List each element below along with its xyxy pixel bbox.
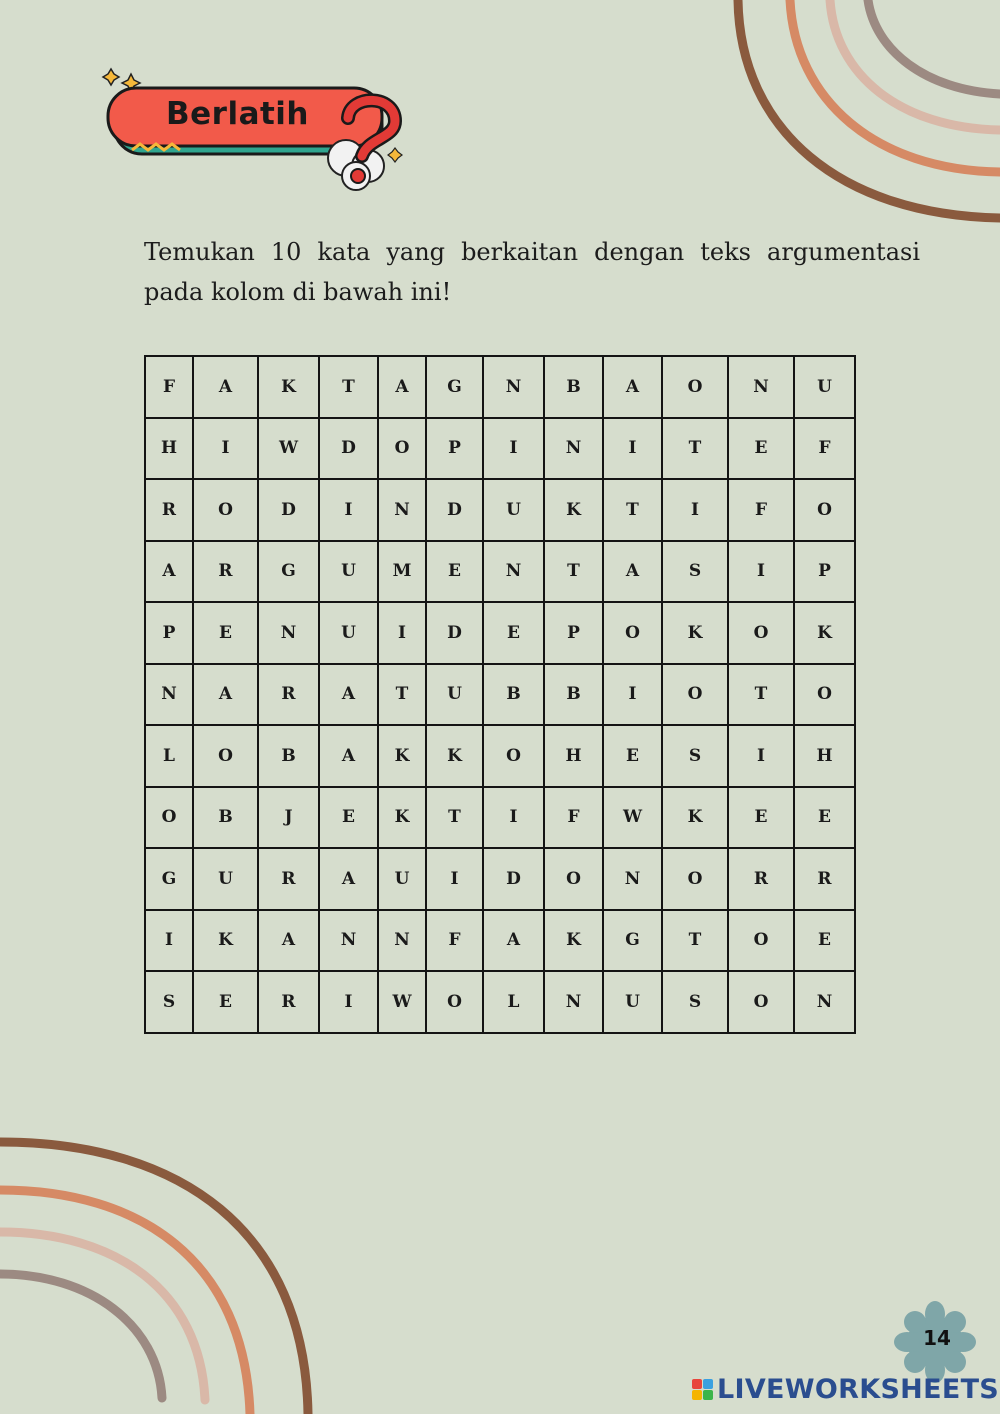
grid-cell[interactable]: N — [258, 602, 319, 664]
grid-cell[interactable]: D — [258, 479, 319, 541]
grid-cell[interactable]: K — [662, 787, 728, 849]
grid-cell[interactable]: B — [193, 787, 258, 849]
grid-cell[interactable]: A — [319, 725, 378, 787]
grid-cell[interactable]: E — [319, 787, 378, 849]
grid-cell[interactable]: O — [603, 602, 662, 664]
grid-cell[interactable]: R — [258, 971, 319, 1033]
grid-cell[interactable]: O — [728, 910, 794, 972]
decorative-arcs-top-right — [700, 0, 1000, 240]
grid-cell[interactable]: S — [662, 541, 728, 603]
grid-cell[interactable]: E — [794, 910, 855, 972]
grid-row — [145, 541, 855, 603]
grid-cell[interactable]: O — [662, 848, 728, 910]
grid-cell[interactable]: K — [544, 479, 603, 541]
grid-cell[interactable]: P — [145, 602, 193, 664]
grid-cell[interactable]: R — [728, 848, 794, 910]
grid-cell[interactable]: U — [378, 848, 426, 910]
grid-row — [145, 356, 855, 418]
grid-cell[interactable]: B — [544, 664, 603, 726]
grid-cell[interactable]: M — [378, 541, 426, 603]
grid-cell[interactable]: N — [544, 418, 603, 480]
grid-cell[interactable]: T — [544, 541, 603, 603]
grid-cell[interactable]: P — [426, 418, 483, 480]
grid-cell[interactable]: U — [794, 356, 855, 418]
grid-cell[interactable]: E — [193, 971, 258, 1033]
grid-cell[interactable]: A — [258, 910, 319, 972]
grid-cell[interactable]: D — [483, 848, 544, 910]
grid-cell[interactable]: S — [662, 971, 728, 1033]
grid-cell[interactable]: I — [662, 479, 728, 541]
grid-cell[interactable]: K — [378, 725, 426, 787]
grid-cell[interactable]: G — [145, 848, 193, 910]
page-number: 14 — [923, 1326, 951, 1350]
grid-cell[interactable]: O — [426, 971, 483, 1033]
grid-cell[interactable]: B — [544, 356, 603, 418]
grid-row — [145, 418, 855, 480]
grid-cell[interactable]: H — [145, 418, 193, 480]
grid-cell[interactable]: K — [662, 602, 728, 664]
grid-cell[interactable]: A — [319, 848, 378, 910]
grid-cell[interactable]: N — [544, 971, 603, 1033]
grid-cell[interactable]: H — [544, 725, 603, 787]
grid-cell[interactable]: T — [662, 910, 728, 972]
grid-cell[interactable]: G — [258, 541, 319, 603]
grid-row — [145, 848, 855, 910]
grid-cell[interactable]: D — [426, 602, 483, 664]
grid-row — [145, 602, 855, 664]
grid-cell[interactable]: E — [794, 787, 855, 849]
grid-cell[interactable]: A — [193, 664, 258, 726]
grid-cell[interactable]: N — [378, 910, 426, 972]
grid-row — [145, 910, 855, 972]
decorative-arcs-bottom-left — [0, 1120, 330, 1414]
grid-cell[interactable]: U — [603, 971, 662, 1033]
grid-cell[interactable]: O — [544, 848, 603, 910]
grid-row — [145, 725, 855, 787]
grid-cell[interactable]: N — [378, 479, 426, 541]
grid-cell[interactable]: R — [145, 479, 193, 541]
grid-cell[interactable]: K — [426, 725, 483, 787]
grid-cell[interactable]: J — [258, 787, 319, 849]
page-title: Berlatih — [166, 96, 310, 132]
grid-cell[interactable]: A — [378, 356, 426, 418]
grid-cell[interactable]: O — [662, 356, 728, 418]
word-search-grid — [144, 355, 856, 1034]
grid-cell[interactable]: F — [544, 787, 603, 849]
grid-cell[interactable]: N — [794, 971, 855, 1033]
grid-cell[interactable]: K — [193, 910, 258, 972]
grid-cell[interactable]: S — [145, 971, 193, 1033]
grid-cell[interactable]: N — [145, 664, 193, 726]
grid-cell[interactable]: O — [794, 664, 855, 726]
grid-cell[interactable]: N — [483, 541, 544, 603]
grid-cell[interactable]: K — [258, 356, 319, 418]
grid-cell[interactable]: K — [794, 602, 855, 664]
grid-cell[interactable]: N — [603, 848, 662, 910]
grid-cell[interactable]: E — [603, 725, 662, 787]
grid-cell[interactable]: I — [426, 848, 483, 910]
grid-cell[interactable]: U — [319, 541, 378, 603]
grid-cell[interactable]: N — [483, 356, 544, 418]
grid-cell[interactable]: U — [193, 848, 258, 910]
grid-cell[interactable]: I — [728, 725, 794, 787]
grid-cell[interactable]: F — [728, 479, 794, 541]
grid-cell[interactable]: G — [603, 910, 662, 972]
grid-cell[interactable]: O — [483, 725, 544, 787]
grid-cell[interactable]: A — [603, 541, 662, 603]
grid-cell[interactable]: B — [483, 664, 544, 726]
grid-cell[interactable]: A — [193, 356, 258, 418]
grid-cell[interactable]: I — [483, 787, 544, 849]
grid-cell[interactable]: P — [544, 602, 603, 664]
grid-cell[interactable]: I — [145, 910, 193, 972]
grid-cell[interactable]: G — [426, 356, 483, 418]
grid-cell[interactable]: A — [319, 664, 378, 726]
grid-cell[interactable]: U — [319, 602, 378, 664]
grid-cell[interactable]: P — [794, 541, 855, 603]
grid-cell[interactable]: E — [728, 418, 794, 480]
grid-cell[interactable]: I — [193, 418, 258, 480]
grid-cell[interactable]: A — [483, 910, 544, 972]
grid-cell[interactable]: O — [145, 787, 193, 849]
grid-cell[interactable]: L — [145, 725, 193, 787]
grid-cell[interactable]: O — [662, 664, 728, 726]
grid-cell[interactable]: E — [728, 787, 794, 849]
grid-cell[interactable]: H — [794, 725, 855, 787]
grid-cell[interactable]: O — [728, 602, 794, 664]
grid-cell[interactable]: O — [728, 971, 794, 1033]
grid-cell[interactable]: R — [794, 848, 855, 910]
grid-cell[interactable]: R — [258, 664, 319, 726]
grid-cell[interactable]: E — [193, 602, 258, 664]
grid-cell[interactable]: T — [728, 664, 794, 726]
instruction-text: Temukan 10 kata yang berkaitan dengan teks argumentasi pada kolom di bawah ini! — [144, 238, 920, 306]
grid-cell[interactable]: O — [378, 418, 426, 480]
grid-cell[interactable]: I — [728, 541, 794, 603]
grid-cell[interactable]: R — [193, 541, 258, 603]
grid-row — [145, 787, 855, 849]
grid-row — [145, 971, 855, 1033]
brand-name: LIVEWORKSHEETS — [717, 1373, 1000, 1405]
grid-cell[interactable]: T — [378, 664, 426, 726]
grid-cell[interactable]: F — [794, 418, 855, 480]
brand-footer[interactable] — [692, 1372, 999, 1406]
grid-cell[interactable]: T — [426, 787, 483, 849]
grid-cell[interactable]: F — [426, 910, 483, 972]
grid-cell[interactable]: T — [603, 479, 662, 541]
grid-cell[interactable]: L — [483, 971, 544, 1033]
grid-row — [145, 664, 855, 726]
grid-cell[interactable]: T — [319, 356, 378, 418]
grid-cell[interactable]: U — [426, 664, 483, 726]
grid-cell[interactable]: N — [728, 356, 794, 418]
grid-cell[interactable]: B — [258, 725, 319, 787]
grid-cell[interactable]: W — [258, 418, 319, 480]
grid-cell[interactable]: E — [483, 602, 544, 664]
grid-cell[interactable]: I — [483, 418, 544, 480]
grid-cell[interactable]: A — [603, 356, 662, 418]
grid-cell[interactable]: F — [145, 356, 193, 418]
grid-cell[interactable]: W — [378, 971, 426, 1033]
grid-cell[interactable]: K — [378, 787, 426, 849]
grid-cell[interactable]: U — [483, 479, 544, 541]
grid-cell[interactable]: K — [544, 910, 603, 972]
grid-cell[interactable]: R — [258, 848, 319, 910]
liveworksheets-logo-icon — [692, 1379, 713, 1400]
grid-cell[interactable]: I — [603, 418, 662, 480]
grid-cell[interactable]: I — [603, 664, 662, 726]
grid-cell[interactable]: O — [794, 479, 855, 541]
grid-row — [145, 479, 855, 541]
grid-cell[interactable]: N — [319, 910, 378, 972]
grid-cell[interactable]: I — [319, 971, 378, 1033]
grid-cell[interactable]: I — [378, 602, 426, 664]
grid-cell[interactable]: D — [319, 418, 378, 480]
grid-cell[interactable]: O — [193, 725, 258, 787]
grid-cell[interactable]: A — [145, 541, 193, 603]
grid-cell[interactable]: W — [603, 787, 662, 849]
grid-cell[interactable]: O — [193, 479, 258, 541]
grid-cell[interactable]: E — [426, 541, 483, 603]
grid-cell[interactable]: T — [662, 418, 728, 480]
grid-cell[interactable]: D — [426, 479, 483, 541]
grid-cell[interactable]: I — [319, 479, 378, 541]
grid-cell[interactable]: S — [662, 725, 728, 787]
